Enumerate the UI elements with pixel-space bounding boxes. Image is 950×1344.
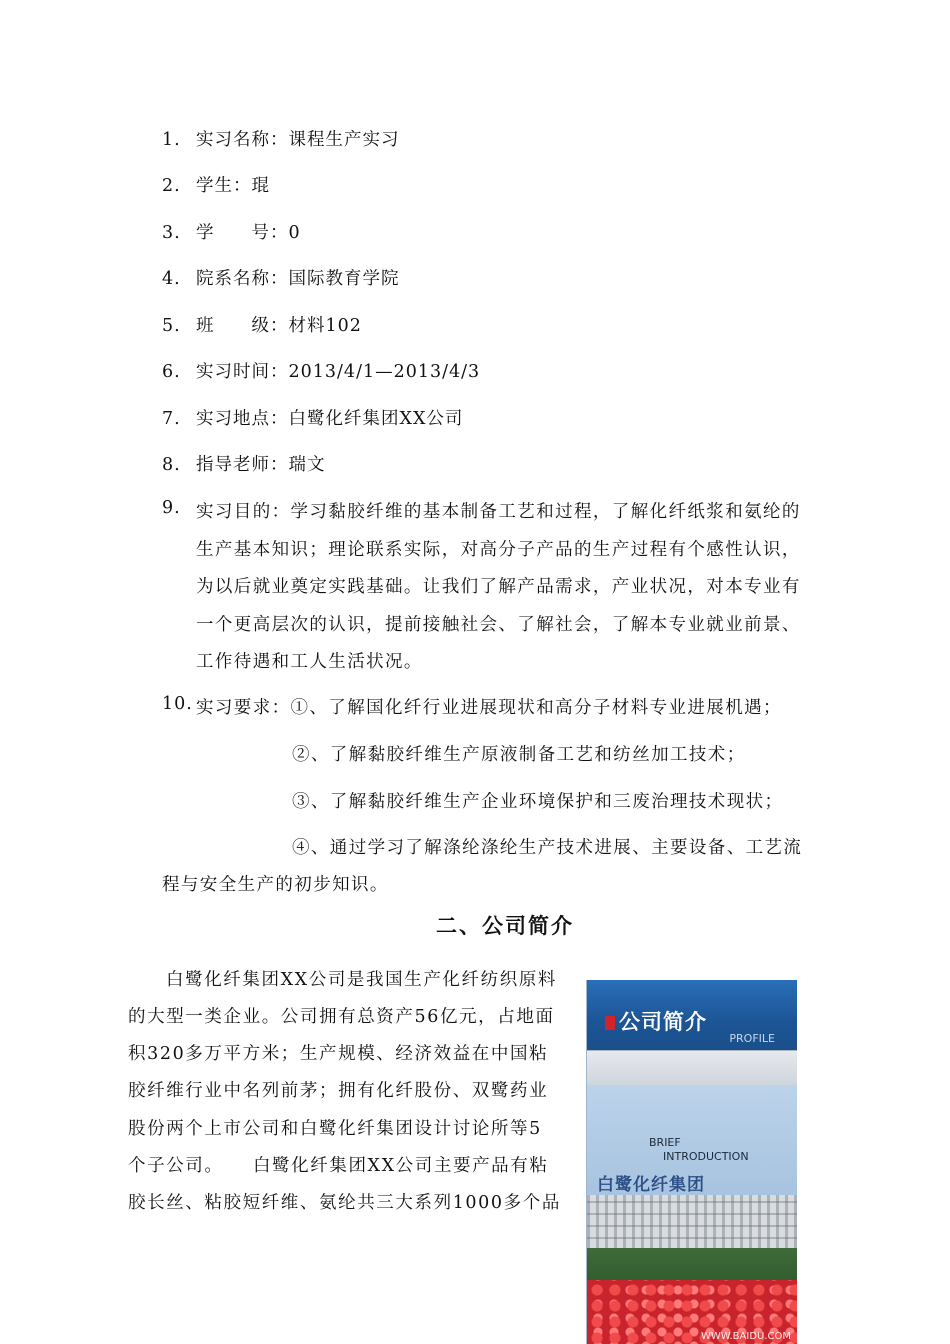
list-item-2: [162, 172, 270, 197]
intro-line: 白鹭化纤集团XX公司是我国生产化纤纺织原料: [166, 970, 558, 990]
item-number: 3.: [162, 223, 181, 243]
item-text: 实习地点：白鹭化纤集团XX公司: [196, 409, 464, 429]
intro-line: 积320多万平方米；生产规模、经济效益在中国粘: [128, 1044, 549, 1064]
list-item-3: [162, 219, 301, 244]
item-9-line: 工作待遇和工人生活状况。: [196, 652, 423, 672]
company-profile-image: [586, 980, 797, 1344]
banner-company-name: 白鹭化纤集团: [597, 1175, 705, 1195]
banner-divider: [587, 1050, 797, 1086]
list-item-7: [162, 405, 463, 430]
item-10-line: ③、了解黏胶纤维生产企业环境保护和三废治理技术现状；: [292, 792, 784, 812]
list-item-4: [162, 265, 400, 290]
item-9-line: 一个更高层次的认识，提前接触社会、了解社会，了解本专业就业前景、: [196, 615, 801, 635]
intro-line: 的大型一类企业。公司拥有总资产56亿元，占地面: [128, 1007, 555, 1027]
list-item-9-number: 9.: [162, 498, 181, 518]
list-item-1: [162, 126, 400, 151]
item-number: 4.: [162, 269, 181, 289]
item-text: 院系名称：国际教育学院: [196, 269, 400, 289]
banner-title: 公司简介: [619, 1010, 707, 1034]
list-item-6: [162, 358, 480, 383]
banner-subtitle: PROFILE: [729, 1032, 775, 1045]
item-10-line: 程与安全生产的初步知识。: [162, 875, 389, 895]
item-text: 学生：琨: [196, 176, 270, 196]
intro-line: 股份两个上市公司和白鹭化纤集团设计讨论所等5: [128, 1119, 542, 1139]
item-text: 学 号：0: [196, 223, 301, 243]
red-square-icon: [605, 1016, 615, 1030]
item-text: 指导老师：瑞文: [196, 455, 326, 475]
item-number: 5.: [162, 316, 181, 336]
item-number: 6.: [162, 362, 181, 382]
list-item-8: [162, 451, 326, 476]
intro-line: 胶长丝、粘胶短纤维、氨纶共三大系列1000多个品: [128, 1193, 561, 1213]
item-number: 1.: [162, 130, 181, 150]
item-10-line: ④、通过学习了解涤纶涤纶生产技术进展、主要设备、工艺流: [292, 838, 803, 858]
item-10-line: ②、了解黏胶纤维生产原液制备工艺和纺丝加工技术；: [292, 745, 746, 765]
list-item-5: [162, 312, 362, 337]
section-heading: 二、公司简介: [436, 914, 574, 938]
item-text: 班 级：材料102: [196, 316, 362, 336]
intro-line: 胶纤维行业中名列前茅；拥有化纤股份、双鹭药业: [128, 1081, 549, 1101]
list-item-10-number: 10.: [162, 694, 193, 714]
banner-watermark: WWW.BAIDU.COM: [700, 1331, 791, 1342]
banner-brief: [649, 1136, 749, 1164]
item-10-line: 实习要求：①、了解国化纤行业进展现状和高分子材料专业进展机遇；: [196, 698, 782, 718]
item-number: 8.: [162, 455, 181, 475]
item-number: 7.: [162, 409, 181, 429]
item-number: 2.: [162, 176, 181, 196]
item-9-line: 为以后就业奠定实践基础。让我们了解产品需求，产业状况，对本专业有: [196, 577, 801, 597]
banner-brief-line1: BRIEF: [649, 1136, 681, 1149]
banner-brief-line2: INTRODUCTION: [663, 1150, 749, 1163]
intro-line: 个子公司。 白鹭化纤集团XX公司主要产品有粘: [128, 1156, 549, 1176]
item-9-line: 生产基本知识；理论联系实际，对高分子产品的生产过程有个感性认识，: [196, 540, 801, 560]
item-text: 实习时间：2013/4/1—2013/4/3: [196, 362, 481, 382]
item-text: 实习名称：课程生产实习: [196, 130, 400, 150]
item-9-line: 实习目的：学习黏胶纤维的基本制备工艺和过程，了解化纤纸浆和氨纶的: [196, 502, 801, 522]
